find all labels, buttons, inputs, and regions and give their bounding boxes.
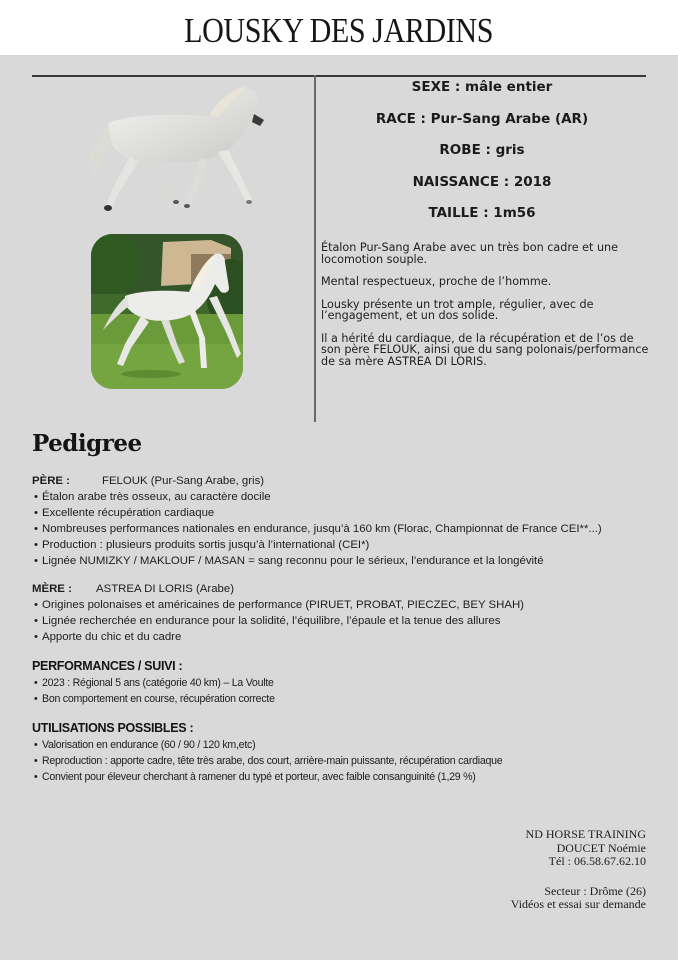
list-item: • Lignée NUMIZKY / MAKLOUF / MASAN = sang reconnu pour le sérieux, l’endurance et la longévité	[34, 555, 544, 567]
utilisations-heading: UTILISATIONS POSSIBLES :	[32, 721, 194, 735]
bullet-icon: •	[34, 523, 38, 535]
sire-section	[32, 473, 662, 569]
page-title: LOUSKY DES JARDINS	[184, 10, 494, 50]
dam-label: MÈRE :	[32, 583, 72, 595]
list-item: • Étalon arabe très osseux, au caractère docile	[34, 491, 271, 503]
fact-sexe: SEXE : mâle entier	[411, 79, 553, 95]
bullet-icon: •	[34, 491, 38, 503]
list-item: • Valorisation en endurance (60 / 90 / 120 km,etc)	[34, 739, 256, 751]
list-item: • Convient pour éleveur cherchant à ramener du typé et porteur, avec faible consanguinité (1,29 %)	[34, 771, 476, 783]
bullet-icon: •	[34, 755, 38, 767]
bullet-icon: •	[34, 507, 38, 519]
utilisations-section	[32, 720, 662, 785]
contact-note: Vidéos et essai sur demande	[510, 897, 646, 911]
fact-naissance: NAISSANCE : 2018	[412, 173, 552, 190]
bullet-icon: •	[34, 739, 38, 751]
dam-header	[32, 581, 662, 597]
dam-section	[32, 581, 662, 645]
performances-heading: PERFORMANCES / SUIVI :	[32, 659, 183, 673]
bullet-icon: •	[34, 771, 38, 783]
bullet-icon: •	[34, 555, 38, 567]
bullet-icon: •	[34, 615, 38, 627]
dam-traits-list	[32, 597, 662, 645]
description-paragraph: Il a hérité du cardiaque, de la récupération et de l’os de son père FELOUK, ainsi que du sang polonais/performance de sa mère ASTREA DI LORIS.	[321, 331, 649, 368]
list-item: • Apporte du chic et du cadre	[34, 631, 182, 643]
bullet-icon: •	[34, 693, 38, 705]
bullet-icon: •	[34, 631, 38, 643]
contact-block	[406, 828, 646, 912]
sire-header	[32, 473, 662, 489]
dam-name: ASTREA DI LORIS (Arabe)	[96, 583, 234, 595]
contact-sector: Secteur : Drôme (26)	[544, 883, 646, 898]
description-paragraph: Lousky présente un trot ample, régulier, avec de l’engagement, et un dos solide.	[321, 297, 594, 322]
horse-cutout-image	[68, 78, 268, 223]
sire-name: FELOUK (Pur-Sang Arabe, gris)	[102, 475, 265, 487]
utilisations-list	[32, 737, 662, 785]
contact-phone: Tél : 06.58.67.62.10	[548, 854, 646, 868]
bullet-icon: •	[34, 599, 38, 611]
horse-photo	[91, 234, 243, 389]
bullet-icon: •	[34, 677, 38, 689]
fact-race: RACE : Pur-Sang Arabe (AR)	[375, 110, 589, 127]
list-item: • Reproduction : apporte cadre, tête très arabe, dos court, arrière-main puissante, récupération cardiaque	[34, 755, 503, 767]
sire-traits-list	[32, 489, 662, 569]
description-paragraph: Mental respectueux, proche de l’homme.	[321, 275, 552, 288]
list-item: • Origines polonaises et américaines de performance (PIRUET, PROBAT, PIECZEC, BEY SHAH)	[34, 599, 524, 611]
sire-label: PÈRE :	[32, 475, 70, 487]
list-item: • 2023 : Régional 5 ans (catégorie 40 km) – La Voulte	[34, 677, 274, 689]
performances-list	[32, 675, 662, 707]
horse-description	[321, 242, 651, 378]
pedigree-heading: Pedigree	[32, 430, 142, 457]
list-item: • Lignée recherchée en endurance pour la solidité, l’équilibre, l’épaule et la tenue des allures	[34, 615, 501, 627]
fact-taille: TAILLE : 1m56	[428, 205, 536, 221]
list-item: • Nombreuses performances nationales en endurance, jusqu’à 160 km (Florac, Championnat de France CEI**...)	[34, 523, 602, 535]
horse-facts	[316, 76, 648, 234]
performances-section	[32, 658, 662, 707]
list-item: • Production : plusieurs produits sortis jusqu’à l’international (CEI*)	[34, 539, 370, 551]
list-item: • Excellente récupération cardiaque	[34, 507, 215, 519]
list-item: • Bon comportement en course, récupération correcte	[34, 693, 275, 705]
contact-person: DOUCET Noémie	[556, 840, 646, 855]
contact-company: ND HORSE TRAINING	[525, 827, 646, 841]
fact-robe: ROBE : gris	[439, 142, 525, 158]
bullet-icon: •	[34, 539, 38, 551]
header-band	[0, 0, 678, 55]
description-paragraph: Étalon Pur-Sang Arabe avec un très bon cadre et une locomotion souple.	[321, 241, 619, 266]
